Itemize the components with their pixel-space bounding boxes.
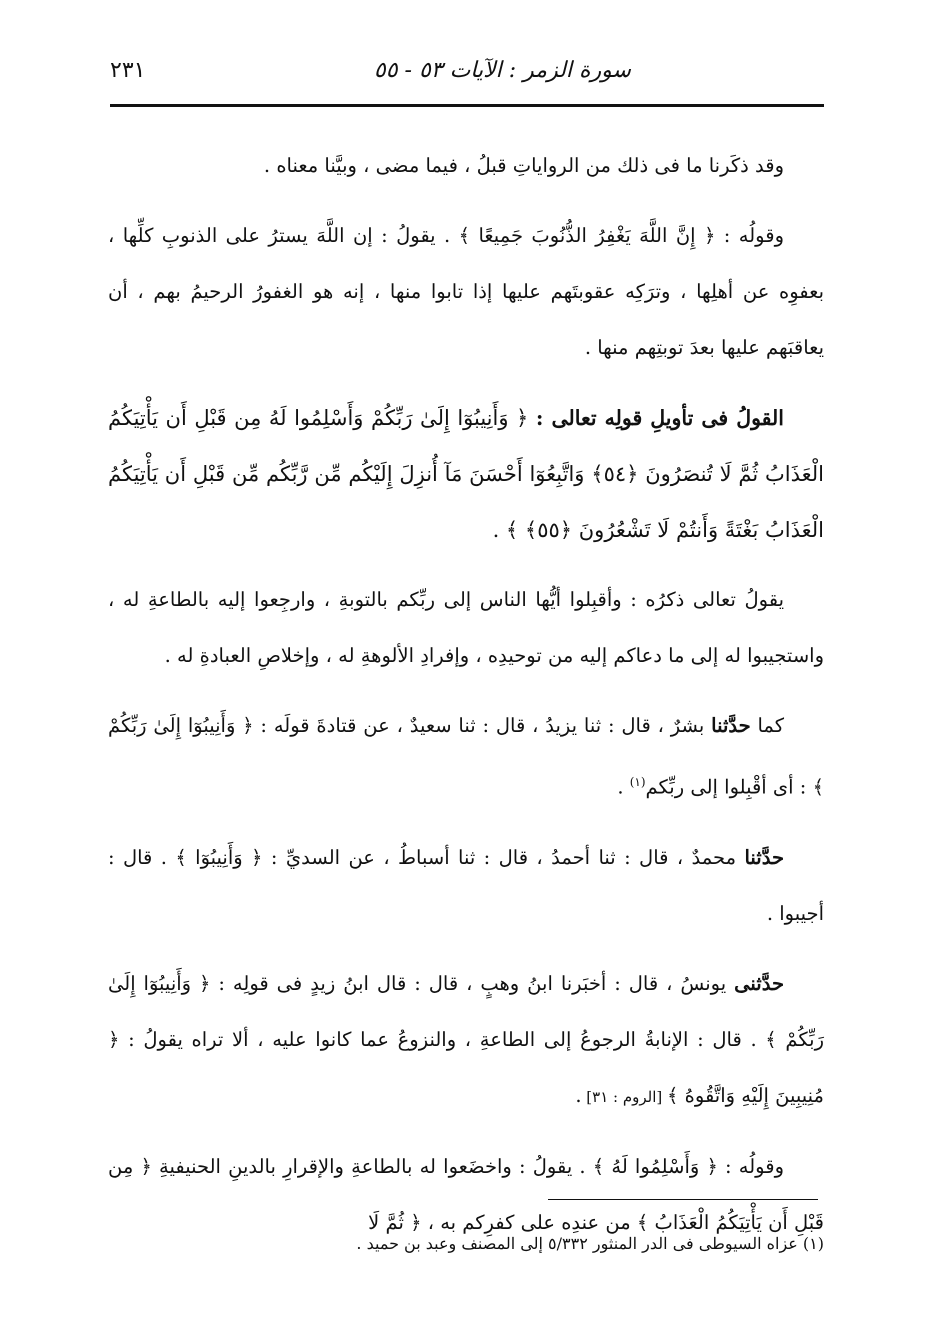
page-number: ٢٣١ <box>110 58 146 83</box>
header-rule <box>110 104 824 107</box>
paragraph-text: محمدٌ ، قال : ثنا أحمدُ ، قال : ثنا أسباطُ ، عن السديِّ : ﴿ وَأَنِيبُوٓا ﴾ . قال : أجيبوا . <box>108 845 824 925</box>
narration-lead: حدَّثنى <box>734 971 784 995</box>
running-header <box>110 52 821 100</box>
hadith-chain <box>108 830 824 942</box>
verse-reference: [الروم : ٣١] <box>581 1087 668 1106</box>
narration-lead: حدَّثنا <box>711 714 751 737</box>
paragraph <box>108 138 824 194</box>
footnote-marker[interactable]: (١) <box>629 775 646 789</box>
paragraph-suffix: . <box>575 1083 582 1107</box>
paragraph-text: بشرٌ ، قال : ثنا يزيدُ ، قال : ثنا سعيدٌ ، عن قتادةَ قولَه : ﴿ وَأَنِيبُوٓا إِلَىٰ رَبِّكُمْ ﴾ : أى أقْبِلوا إلى ربِّكم <box>108 714 824 799</box>
footnote-rule <box>548 1199 818 1200</box>
paragraph-text: يقولُ تعالى ذكرُه : وأقبِلوا أيُّها الناس إلى ربِّكم بالتوبةِ ، وارجِعوا إليه بالطاعةِ له ، واستجيبوا له إلى ما دعاكم إليه من توحيدِه ، وإفرادِ الألوهةِ له ، وإخلاصِ العبادةِ له . <box>108 588 824 667</box>
heading-lead: القولُ فى تأويلِ قولِه تعالى : <box>535 406 784 430</box>
paragraph-text: وقولُه : ﴿ وَأَسْلِمُوا لَهُ ﴾ . يقولُ : واخضَعوا له بالطاعةِ والإقرارِ بالدينِ الحنيفيةِ ﴿ مِن قَبْلِ أَن يَأْتِيَكُمُ الْعَذَابُ ﴾ من عندِه على كفرِكم به ، ﴿ ثُمَّ لَا <box>108 1154 824 1234</box>
paragraph-text: وقد ذكَرنا ما فى ذلك من الرواياتِ قبلُ ، فيما مضى ، وبيَّنا معناه . <box>263 154 784 177</box>
paragraph-prefix: كما <box>750 714 784 737</box>
paragraph <box>108 572 824 684</box>
main-text <box>108 138 824 1251</box>
surah-title: سورة الزمر : الآيات ٥٣ - ٥٥ <box>373 58 631 83</box>
footnote: (١) عزاه السيوطى فى الدر المنثور ٥/٣٣٢ إلى المصنف وعبد بن حميد . <box>356 1234 824 1253</box>
quran-verse: ﴿ وَأَنِيبُوٓا إِلَىٰ رَبِّكُمْ وَأَسْلِمُوا لَهُ مِن قَبْلِ أَن يَأْتِيَكُمُ الْعَذَابُ ثُمَّ لَا تُنصَرُونَ ﴿٥٤﴾ وَاتَّبِعُوٓا أَحْسَنَ مَآ أُنزِلَ إِلَيْكُم مِّن رَّبِّكُم مِّن قَبْلِ أَن يَأْتِيَكُمُ الْعَذَابُ بَغْتَةً وَأَنتُمْ لَا تَشْعُرُونَ ﴿٥٥﴾ ﴾ . <box>108 406 824 542</box>
paragraph-text: وقولُه : ﴿ إِنَّ اللَّهَ يَغْفِرُ الذُّنُوبَ جَمِيعًا ﴾ . يقولُ : إن اللَّهَ يسترُ على الذنوبِ كلِّها ، بعفوِه عن أهلِها ، وترَكِه عقوبتَهم عليها إذا تابوا منها ، إنه هو الغفورُ الرحيمُ بهم ، أن يعاقبَهم عليها بعدَ توبتِهم منها . <box>108 224 824 359</box>
hadith-chain <box>108 956 824 1125</box>
narration-lead: حدَّثنا <box>744 845 784 869</box>
verse-heading <box>108 390 824 558</box>
hadith-chain <box>108 698 824 816</box>
paragraph-suffix: . <box>617 775 630 799</box>
paragraph <box>108 208 824 376</box>
paragraph-text: يونسُ ، قال : أخبَرنا ابنُ وهبٍ ، قال : قال ابنُ زيدٍ فى قولِه : ﴿ وَأَنِيبُوٓا إِلَىٰ رَبِّكُمْ ﴾ . قال : الإنابةُ الرجوعُ إلى الطاعةِ ، والنزوعُ عما كانوا عليه ، ألا تراه يقولُ : ﴿ مُنِيبِينَ إِلَيْهِ وَاتَّقُوهُ ﴾ <box>108 971 824 1107</box>
